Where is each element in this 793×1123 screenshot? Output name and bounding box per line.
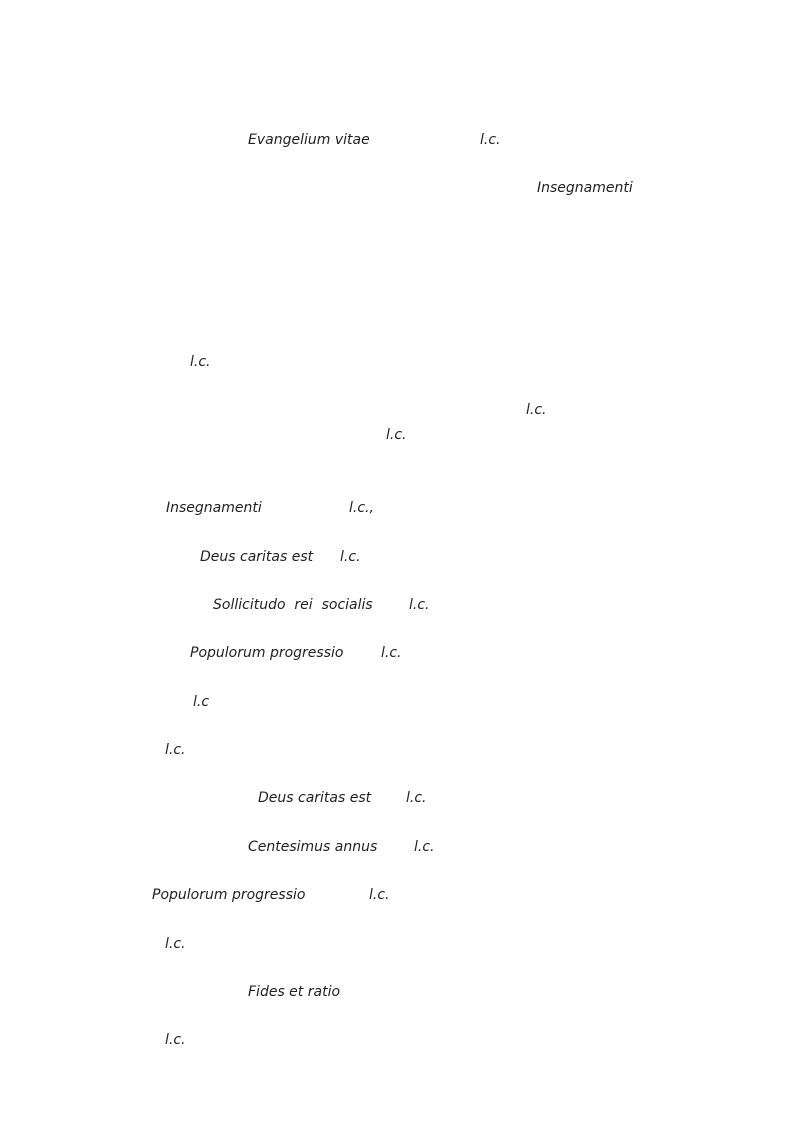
- loc-cit: l.c: [193, 694, 210, 710]
- loc-cit: l.c.: [480, 132, 501, 148]
- loc-cit: l.c.: [165, 936, 186, 952]
- loc-cit: l.c.: [165, 1032, 186, 1048]
- title-insegnamenti: Insegnamenti: [166, 500, 262, 516]
- title-fides-et-ratio: Fides et ratio: [248, 984, 341, 1000]
- title-populorum-progressio: Populorum progressio: [152, 887, 306, 903]
- loc-cit: l.c.: [414, 839, 435, 855]
- title-deus-caritas-est: Deus caritas est: [258, 790, 372, 806]
- loc-cit: l.c.,: [349, 500, 374, 516]
- loc-cit: l.c.: [526, 402, 547, 418]
- loc-cit: l.c.: [406, 790, 427, 806]
- loc-cit: l.c.: [409, 597, 430, 613]
- loc-cit: l.c.: [340, 549, 361, 565]
- title-evangelium-vitae: Evangelium vitae: [248, 132, 370, 148]
- title-populorum-progressio: Populorum progressio: [190, 645, 344, 661]
- title-deus-caritas-est: Deus caritas est: [200, 549, 314, 565]
- loc-cit: l.c.: [386, 427, 407, 443]
- title-sollicitudo-rei-socialis: Sollicitudo rei socialis: [213, 597, 373, 613]
- title-insegnamenti: Insegnamenti: [537, 180, 633, 196]
- title-centesimus-annus: Centesimus annus: [248, 839, 378, 855]
- loc-cit: l.c.: [190, 354, 211, 370]
- loc-cit: l.c.: [369, 887, 390, 903]
- loc-cit: l.c.: [381, 645, 402, 661]
- loc-cit: l.c.: [165, 742, 186, 758]
